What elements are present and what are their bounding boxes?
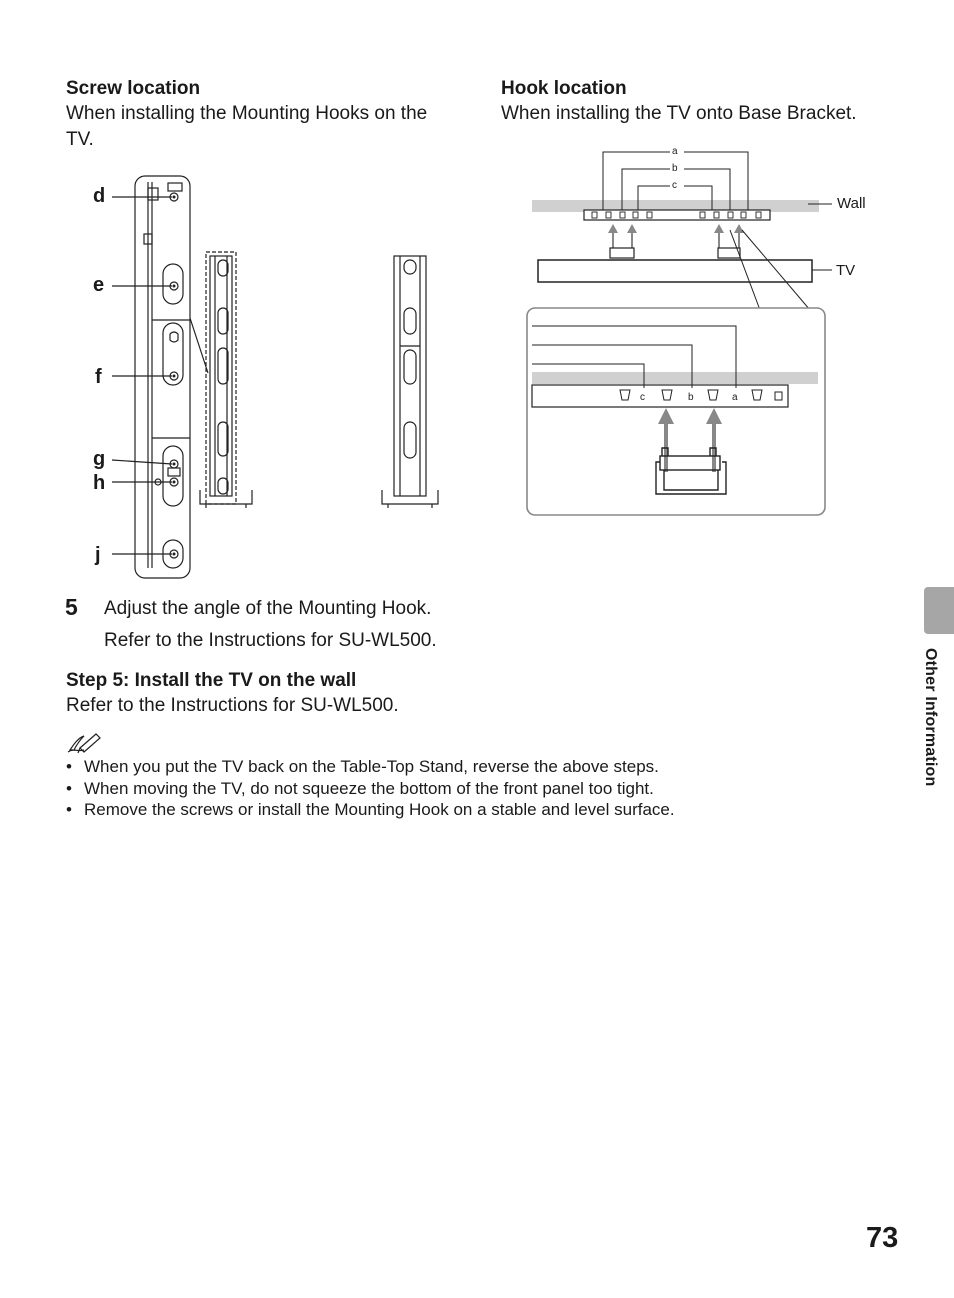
magnified-panel-outline (135, 176, 190, 578)
note-item: • Remove the screws or install the Mounting Hook on a stable and level surface. (66, 799, 826, 821)
page-number: 73 (866, 1222, 899, 1254)
section-tab (924, 587, 954, 634)
section-tab-label: Other Information (922, 648, 939, 787)
detail-label-b: b (688, 392, 694, 403)
install-reference: Refer to the Instructions for SU-WL500. (66, 695, 399, 716)
screw-label-g: g (93, 448, 106, 470)
install-heading: Step 5: Install the TV on the wall (66, 670, 357, 691)
hook-location-diagram (520, 140, 840, 520)
notes-list (66, 756, 826, 821)
bracket-label-a: a (672, 146, 678, 157)
step-5-reference: Refer to the Instructions for SU-WL500. (104, 630, 437, 651)
screw-label-d: d (93, 185, 106, 207)
tv-label: TV (836, 262, 856, 279)
screw-label-e: e (93, 274, 105, 296)
screw-label-h: h (93, 472, 106, 494)
note-pencil-icon (66, 730, 106, 754)
screw-location-description: When installing the Mounting Hooks on the TV. (66, 103, 428, 150)
wall-label: Wall (837, 195, 866, 212)
detail-label-a: a (732, 392, 738, 403)
step-5-instruction: Adjust the angle of the Mounting Hook. (104, 598, 432, 619)
bracket-label-c: c (672, 180, 677, 191)
detail-label-c: c (640, 392, 645, 403)
detail-box (527, 308, 825, 515)
screw-label-f: f (95, 366, 102, 388)
hook-location-description: When installing the TV onto Base Bracket. (501, 103, 857, 124)
note-item: • When moving the TV, do not squeeze the bottom of the front panel too tight. (66, 778, 826, 800)
screw-label-j: j (95, 544, 101, 566)
bracket-label-b: b (672, 163, 678, 174)
screw-location-heading: Screw location (66, 78, 201, 99)
step-number: 5 (65, 594, 78, 620)
screw-location-diagram (60, 168, 460, 588)
hook-location-heading: Hook location (501, 78, 627, 99)
base-bracket-strip (584, 210, 770, 220)
detail-bracket (532, 385, 788, 407)
note-item: • When you put the TV back on the Table-Top Stand, reverse the above steps. (66, 756, 826, 778)
